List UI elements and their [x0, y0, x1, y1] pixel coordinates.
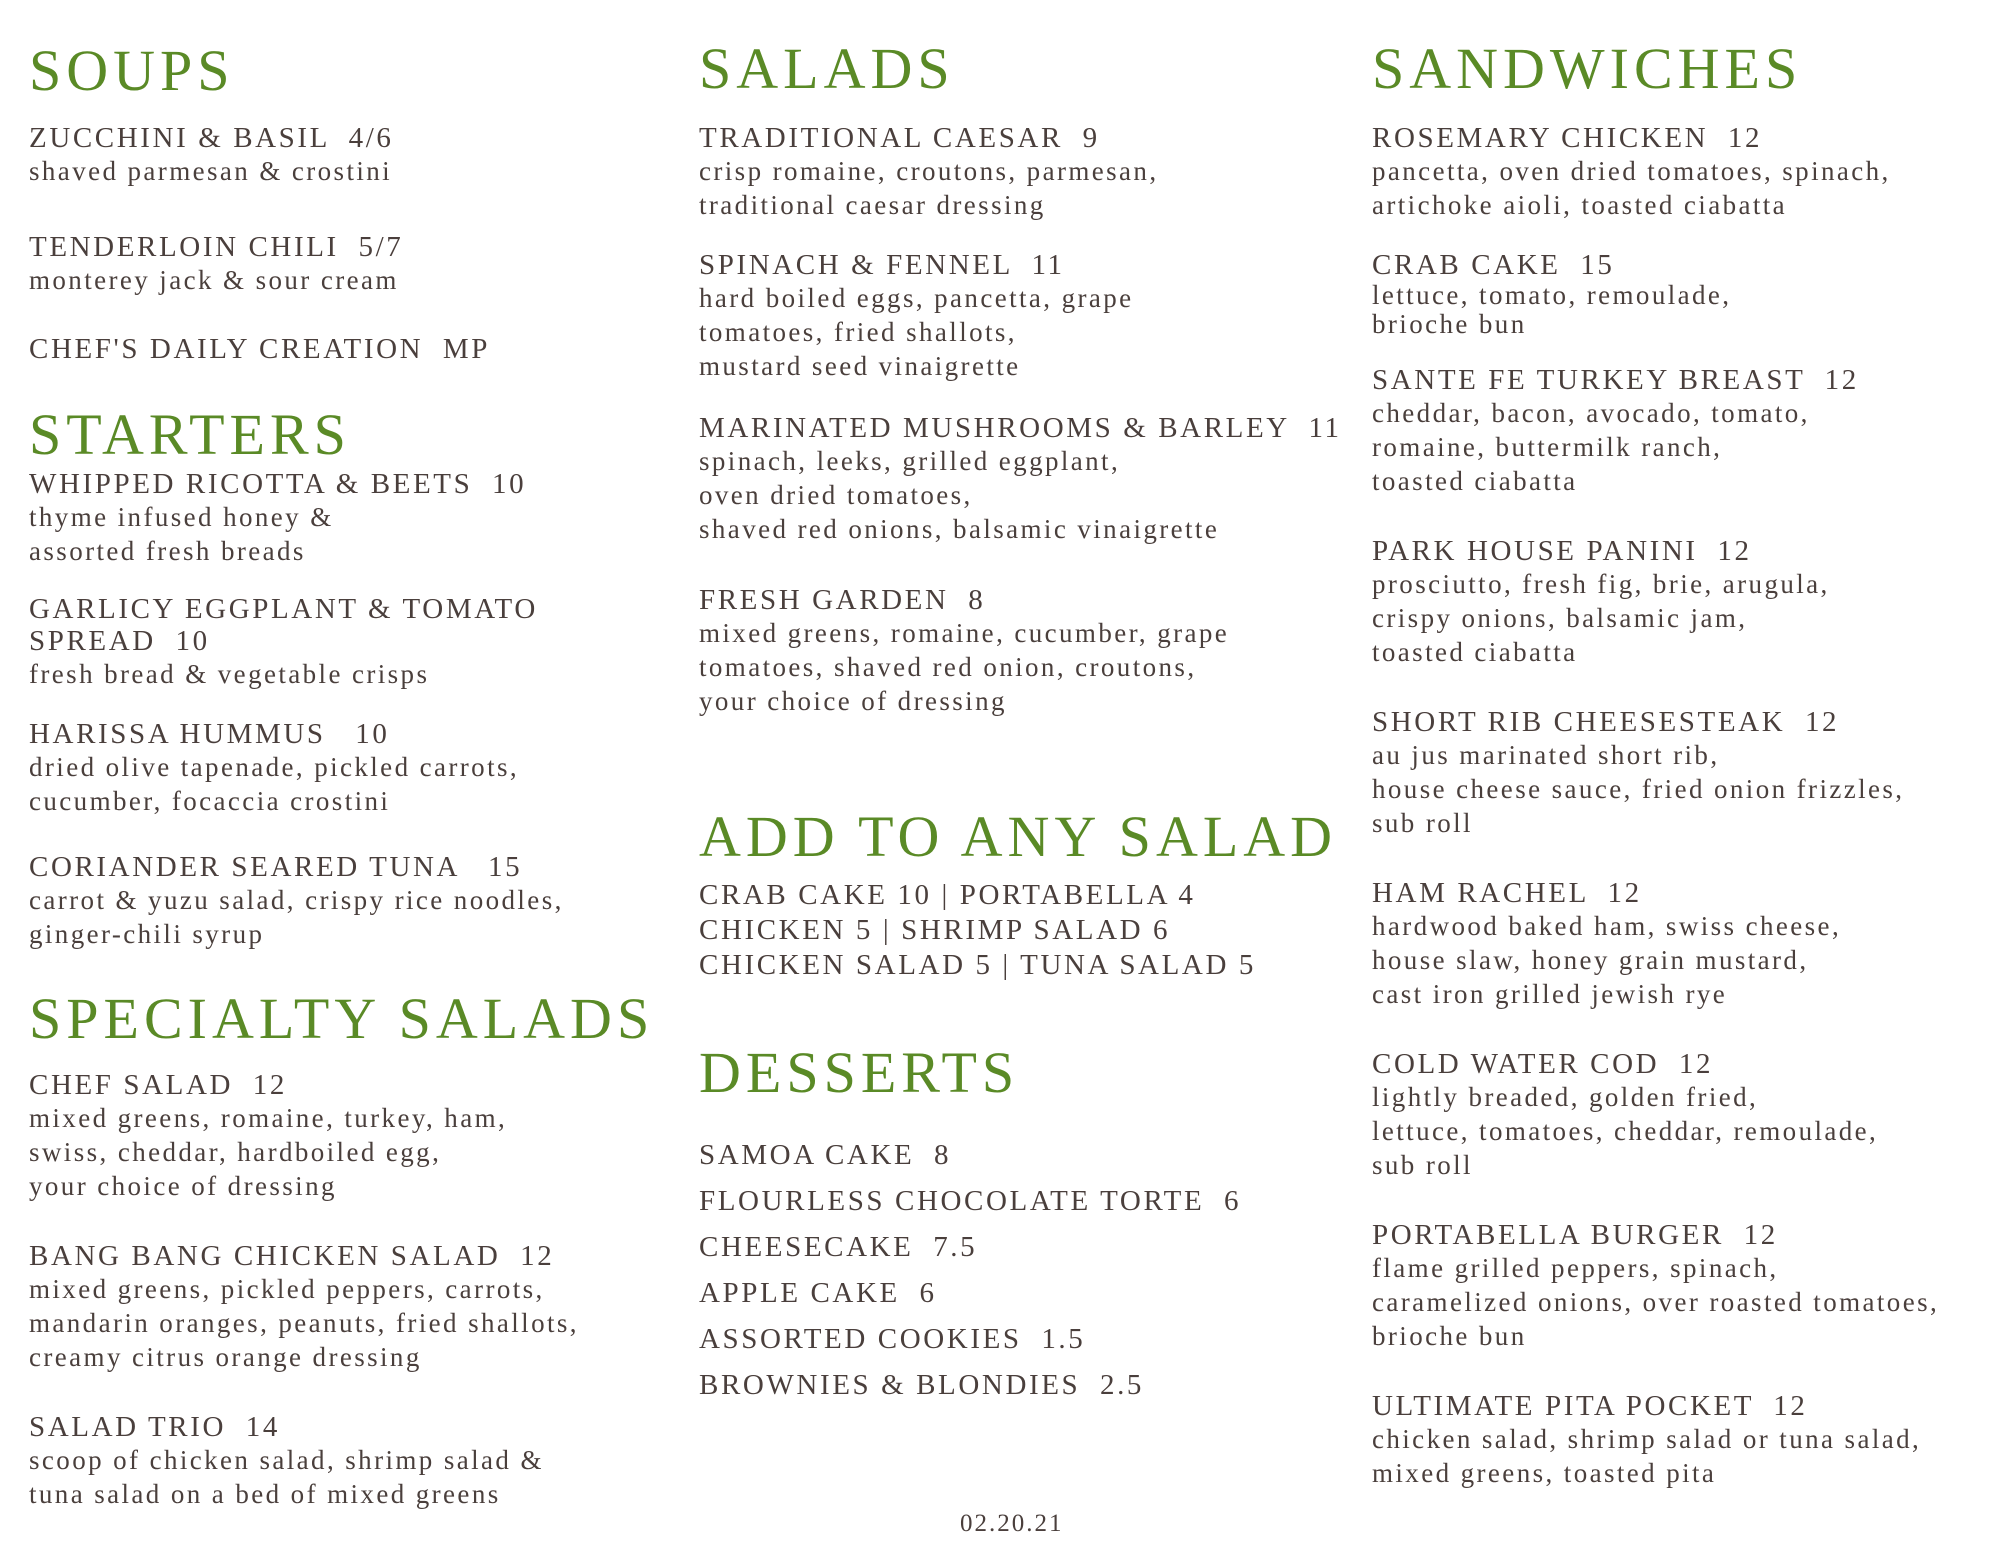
item-description: lightly breaded, golden fried, — [1372, 1082, 1759, 1112]
item-description: hardwood baked ham, swiss cheese, — [1372, 911, 1842, 941]
item-name: SPINACH & FENNEL 11 — [699, 249, 1065, 281]
menu-item — [1372, 122, 2000, 222]
item-name: TRADITIONAL CAESAR 9 — [699, 122, 1100, 154]
section-title: SALADS — [699, 36, 955, 101]
menu-item — [29, 333, 679, 365]
item-description: crisp romaine, croutons, parmesan, — [699, 156, 1159, 186]
section-title: DESSERTS — [699, 1040, 1020, 1105]
menu-item — [699, 249, 1349, 383]
dessert-item: SAMOA CAKE 8 — [699, 1139, 952, 1171]
section-title: SANDWICHES — [1372, 36, 1803, 101]
item-description: flame grilled peppers, spinach, — [1372, 1253, 1779, 1283]
item-description: tuna salad on a bed of mixed greens — [29, 1479, 501, 1509]
item-description: oven dried tomatoes, — [699, 480, 973, 510]
item-name: PORTABELLA BURGER 12 — [1372, 1219, 1778, 1251]
item-name: PARK HOUSE PANINI 12 — [1372, 535, 1752, 567]
dessert-item: APPLE CAKE 6 — [699, 1277, 937, 1309]
menu-item — [29, 468, 679, 568]
add-on-line: CHICKEN 5 | SHRIMP SALAD 6 — [699, 914, 1171, 946]
section-title: SOUPS — [29, 38, 235, 103]
menu-item — [29, 1411, 679, 1511]
item-name: COLD WATER COD 12 — [1372, 1048, 1714, 1080]
menu-item — [699, 412, 1349, 546]
item-name: SHORT RIB CHEESESTEAK 12 — [1372, 706, 1840, 738]
item-description: lettuce, tomato, remoulade, — [1372, 280, 1732, 310]
item-description: traditional caesar dressing — [699, 190, 1046, 220]
menu-item — [1372, 1219, 2000, 1353]
item-description: mustard seed vinaigrette — [699, 351, 1021, 381]
item-description: dried olive tapenade, pickled carrots, — [29, 752, 520, 782]
menu-item — [29, 851, 679, 951]
item-description: spinach, leeks, grilled eggplant, — [699, 446, 1121, 476]
specialty-salads-section — [29, 986, 679, 1051]
dessert-item: BROWNIES & BLONDIES 2.5 — [699, 1369, 1145, 1401]
item-description: sub roll — [1372, 1150, 1473, 1180]
menu-item — [29, 593, 679, 691]
item-name: GARLICY EGGPLANT & TOMATO — [29, 593, 538, 625]
item-description: mandarin oranges, peanuts, fried shallots, — [29, 1308, 579, 1338]
item-description: cast iron grilled jewish rye — [1372, 979, 1728, 1009]
item-description: scoop of chicken salad, shrimp salad & — [29, 1445, 544, 1475]
item-name: CRAB CAKE 15 — [1372, 249, 1615, 281]
add-to-salad-section — [699, 804, 1349, 869]
sandwiches-section — [1372, 36, 2000, 101]
item-description: au jus marinated short rib, — [1372, 740, 1720, 770]
item-description: thyme infused honey & — [29, 502, 334, 532]
menu-item — [1372, 249, 2000, 339]
menu-item — [699, 584, 1349, 718]
item-description: fresh bread & vegetable crisps — [29, 659, 430, 689]
item-description: assorted fresh breads — [29, 536, 306, 566]
dessert-item: FLOURLESS CHOCOLATE TORTE 6 — [699, 1185, 1242, 1217]
desserts-section — [699, 1040, 1349, 1105]
item-name: CHEF SALAD 12 — [29, 1069, 287, 1101]
starters-section — [29, 402, 679, 467]
section-title: STARTERS — [29, 402, 351, 467]
item-description: ginger-chili syrup — [29, 919, 265, 949]
add-on-list — [699, 878, 1349, 983]
item-description: house cheese sauce, fried onion frizzles, — [1372, 774, 1905, 804]
item-name: HARISSA HUMMUS 10 — [29, 718, 390, 750]
menu-item — [1372, 1390, 2000, 1490]
item-description: romaine, buttermilk ranch, — [1372, 432, 1723, 462]
item-description: tomatoes, fried shallots, — [699, 317, 1017, 347]
item-name: WHIPPED RICOTTA & BEETS 10 — [29, 468, 527, 500]
menu-item — [29, 231, 679, 297]
menu-date: 02.20.21 — [960, 1510, 1064, 1537]
item-description: chicken salad, shrimp salad or tuna salad, — [1372, 1424, 1922, 1454]
item-description: prosciutto, fresh fig, brie, arugula, — [1372, 569, 1830, 599]
item-description: your choice of dressing — [699, 686, 1007, 716]
soups-section — [29, 38, 679, 103]
item-description: toasted ciabatta — [1372, 637, 1578, 667]
item-description: cucumber, focaccia crostini — [29, 786, 391, 816]
item-description: swiss, cheddar, hardboiled egg, — [29, 1137, 442, 1167]
dessert-list — [699, 1132, 1349, 1408]
item-name: SALAD TRIO 14 — [29, 1411, 280, 1443]
item-description: pancetta, oven dried tomatoes, spinach, — [1372, 156, 1891, 186]
item-name: ULTIMATE PITA POCKET 12 — [1372, 1390, 1808, 1422]
menu-item — [1372, 877, 2000, 1011]
item-description: shaved parmesan & crostini — [29, 156, 393, 186]
item-name: TENDERLOIN CHILI 5/7 — [29, 231, 404, 263]
item-description: sub roll — [1372, 808, 1473, 838]
menu-item — [29, 122, 679, 188]
menu-item — [29, 718, 679, 818]
item-description: your choice of dressing — [29, 1171, 337, 1201]
item-description: house slaw, honey grain mustard, — [1372, 945, 1809, 975]
item-name: CORIANDER SEARED TUNA 15 — [29, 851, 523, 883]
menu-item — [699, 122, 1349, 222]
item-description: mixed greens, romaine, cucumber, grape — [699, 618, 1230, 648]
item-name: BANG BANG CHICKEN SALAD 12 — [29, 1240, 555, 1272]
item-description: monterey jack & sour cream — [29, 265, 399, 295]
item-name: MARINATED MUSHROOMS & BARLEY 11 — [699, 412, 1342, 444]
item-name: CHEF'S DAILY CREATION MP — [29, 333, 491, 365]
item-description: crispy onions, balsamic jam, — [1372, 603, 1748, 633]
add-on-line: CRAB CAKE 10 | PORTABELLA 4 — [699, 879, 1196, 911]
item-description: lettuce, tomatoes, cheddar, remoulade, — [1372, 1116, 1879, 1146]
section-title: ADD TO ANY SALAD — [699, 804, 1338, 869]
add-on-line: CHICKEN SALAD 5 | TUNA SALAD 5 — [699, 949, 1256, 981]
item-name: SANTE FE TURKEY BREAST 12 — [1372, 364, 1859, 396]
item-description: carrot & yuzu salad, crispy rice noodles, — [29, 885, 564, 915]
menu-item — [1372, 364, 2000, 498]
salads-section — [699, 36, 1349, 101]
menu-item — [1372, 535, 2000, 669]
item-description: mixed greens, romaine, turkey, ham, — [29, 1103, 508, 1133]
item-description: brioche bun — [1372, 1321, 1527, 1351]
menu-item — [1372, 1048, 2000, 1182]
menu-item — [29, 1069, 679, 1203]
menu-item — [29, 1240, 679, 1374]
item-description: artichoke aioli, toasted ciabatta — [1372, 190, 1788, 220]
item-description: mixed greens, pickled peppers, carrots, — [29, 1274, 545, 1304]
item-description: caramelized onions, over roasted tomatoes, — [1372, 1287, 1940, 1317]
item-description: mixed greens, toasted pita — [1372, 1458, 1717, 1488]
item-description: toasted ciabatta — [1372, 466, 1578, 496]
item-description: shaved red onions, balsamic vinaigrette — [699, 514, 1220, 544]
menu-item — [1372, 706, 2000, 840]
item-description: hard boiled eggs, pancetta, grape — [699, 283, 1134, 313]
dessert-item: ASSORTED COOKIES 1.5 — [699, 1323, 1086, 1355]
section-title: SPECIALTY SALADS — [29, 986, 655, 1051]
item-name-line2: SPREAD 10 — [29, 625, 210, 657]
item-description: brioche bun — [1372, 309, 1527, 339]
item-name: ZUCCHINI & BASIL 4/6 — [29, 122, 394, 154]
item-name: FRESH GARDEN 8 — [699, 584, 986, 616]
item-description: tomatoes, shaved red onion, croutons, — [699, 652, 1197, 682]
item-name: HAM RACHEL 12 — [1372, 877, 1642, 909]
item-description: creamy citrus orange dressing — [29, 1342, 422, 1372]
item-description: cheddar, bacon, avocado, tomato, — [1372, 398, 1810, 428]
item-name: ROSEMARY CHICKEN 12 — [1372, 122, 1763, 154]
dessert-item: CHEESECAKE 7.5 — [699, 1231, 978, 1263]
